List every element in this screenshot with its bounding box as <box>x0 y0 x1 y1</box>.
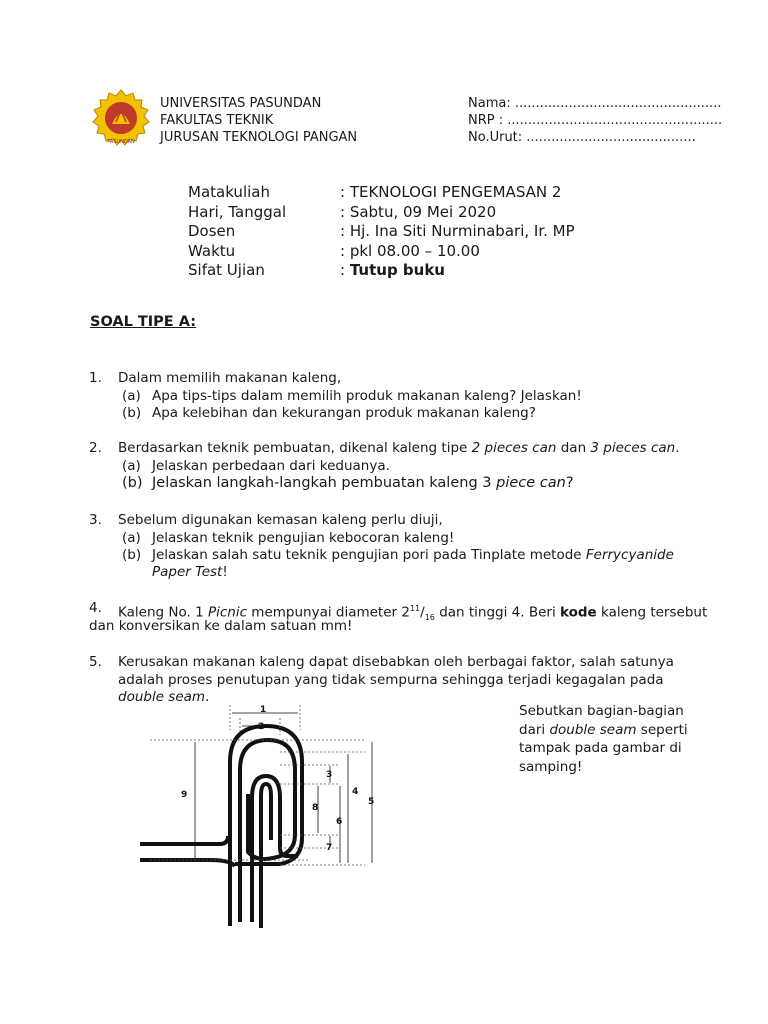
question-text-line1: Kerusakan makanan kaleng dapat disebabkan oleh berbagai faktor, salah satunya <box>118 654 674 670</box>
question-text-line3: double seam. <box>118 689 210 705</box>
question-number: 3. <box>89 512 102 528</box>
question-number: 5. <box>89 654 102 670</box>
diagram-label-9: 9 <box>181 790 188 800</box>
side-instruction <box>519 702 709 776</box>
sub-question-a: (a) Apa tips-tips dalam memilih produk makanan kaleng? Jelaskan! <box>122 388 582 404</box>
course-info <box>188 183 575 281</box>
question-text: Sebelum digunakan kemasan kaleng perlu diuji, <box>118 512 443 528</box>
info-label: Hari, Tanggal <box>188 202 287 221</box>
diagram-label-2: 2 <box>258 722 265 732</box>
question-text: Dalam memilih makanan kaleng, <box>118 370 342 386</box>
info-value: : Tutup buku <box>340 261 445 279</box>
section-title: SOAL TIPE A: <box>90 314 197 330</box>
info-row-date <box>188 203 575 223</box>
question-number: 1. <box>89 370 102 386</box>
info-row-exam-type <box>188 261 575 281</box>
side-line: Sebutkan bagian-bagian <box>519 703 684 719</box>
sub-question-b: (b) Jelaskan salah satu teknik pengujian pori pada Tinplate metode Ferrycyanide <box>122 547 674 563</box>
question-text: Berdasarkan teknik pembuatan, dikenal kaleng tipe 2 pieces can dan 3 pieces can. <box>118 440 680 456</box>
svg-text:PASUNDAN: PASUNDAN <box>107 139 135 145</box>
info-row-course <box>188 183 575 203</box>
diagram-label-1: 1 <box>260 705 267 715</box>
nourut-field[interactable]: No.Urut: ......................................... <box>468 130 696 145</box>
sub-question-b: (b) Apa kelebihan dan kekurangan produk makanan kaleng? <box>122 405 536 421</box>
info-value: : Sabtu, 09 Mei 2020 <box>340 202 497 221</box>
info-value: : pkl 08.00 – 10.00 <box>340 241 480 260</box>
info-row-time <box>188 242 575 262</box>
double-seam-diagram <box>140 700 400 930</box>
question-number: 2. <box>89 440 102 456</box>
diagram-label-7: 7 <box>326 843 333 853</box>
university-logo <box>90 88 152 150</box>
department-name: JURUSAN TEKNOLOGI PANGAN <box>160 130 358 145</box>
question-number: 4. <box>89 600 102 616</box>
diagram-label-3: 3 <box>326 770 333 780</box>
side-line: tampak pada gambar di <box>519 740 682 756</box>
info-row-lecturer <box>188 222 575 242</box>
info-label: Sifat Ujian <box>188 261 265 279</box>
diagram-label-6: 6 <box>336 817 343 827</box>
diagram-label-4: 4 <box>352 787 359 797</box>
sub-question-a: (a) Jelaskan perbedaan dari keduanya. <box>122 458 390 474</box>
sub-question-b-continued: Paper Test! <box>152 564 228 580</box>
sub-question-a: (a) Jelaskan teknik pengujian kebocoran kaleng! <box>122 530 455 546</box>
diagram-label-8: 8 <box>312 803 319 813</box>
university-name: UNIVERSITAS PASUNDAN <box>160 96 322 111</box>
identity-block <box>468 95 722 146</box>
info-value: : TEKNOLOGI PENGEMASAN 2 <box>340 183 562 201</box>
faculty-name: FAKULTAS TEKNIK <box>160 113 274 128</box>
diagram-label-5: 5 <box>368 797 375 807</box>
info-label: Matakuliah <box>188 183 270 201</box>
sub-question-b: (b) Jelaskan langkah-langkah pembuatan kaleng 3 piece can? <box>122 475 574 491</box>
info-label: Waktu <box>188 241 236 260</box>
nama-field[interactable]: Nama: .................................................. <box>468 96 722 111</box>
nrp-field[interactable]: NRP : .................................................... <box>468 113 723 128</box>
question-text-line2: adalah proses penutupan yang tidak sempurna sehingga terjadi kegagalan pada <box>118 672 664 688</box>
side-line: dari double seam seperti <box>519 721 688 738</box>
info-label: Dosen <box>188 222 236 240</box>
institution-block <box>160 95 357 146</box>
side-line: samping! <box>519 758 583 775</box>
info-value: : Hj. Ina Siti Nurminabari, Ir. MP <box>340 222 575 240</box>
question-text: Kaleng No. 1 Picnic mempunyai diameter $2^{11}/_{16}$ dan tinggi 4. Beri kode kaleng tersebut <box>118 604 708 623</box>
question-text-line2: dan konversikan ke dalam satuan mm! <box>89 618 353 634</box>
